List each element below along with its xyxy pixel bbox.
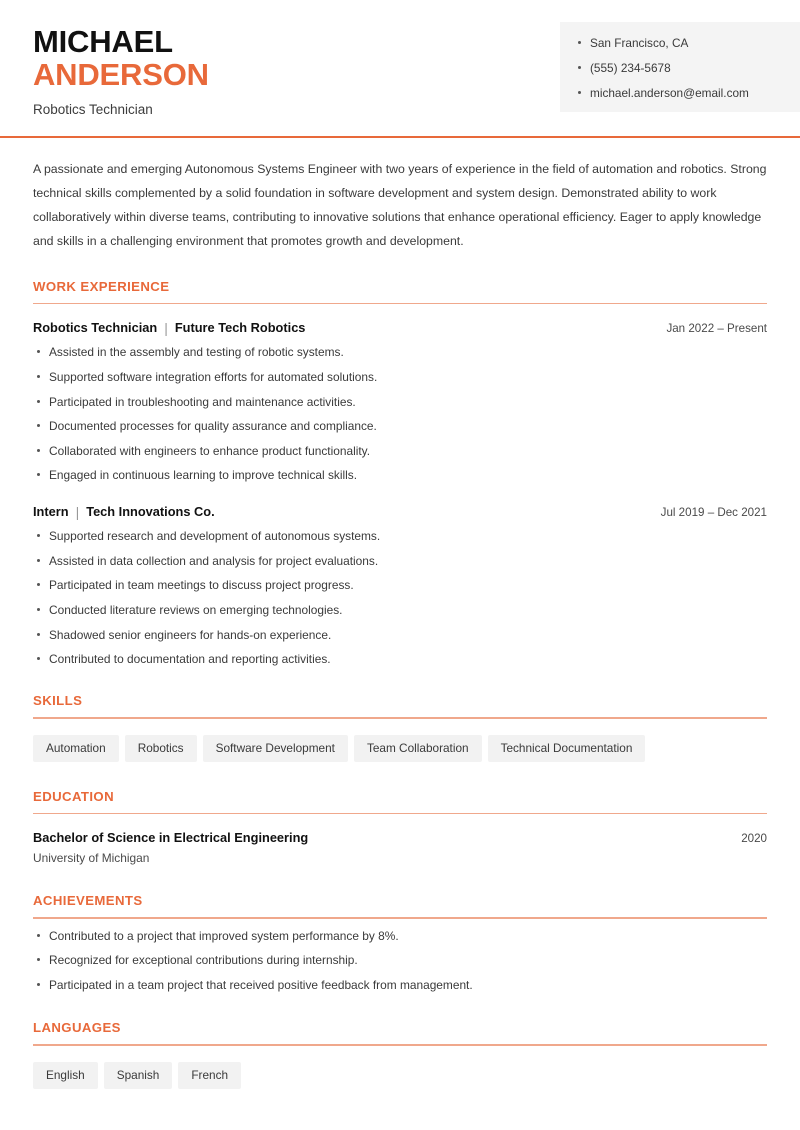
list-item: Supported research and development of autonomous systems. (33, 528, 767, 544)
resume-header (0, 0, 800, 117)
job-title: Robotics Technician (33, 101, 153, 117)
work-entry-head (33, 504, 767, 519)
contact-email[interactable]: michael.anderson@email.com (576, 86, 784, 100)
skill-chip: Automation (33, 735, 119, 762)
section-title-education: EDUCATION (33, 788, 115, 804)
section-title-languages: LANGUAGES (33, 1020, 121, 1036)
list-item: Contributed to documentation and reporting activities. (33, 651, 767, 667)
list-item: Collaborated with engineers to enhance product functionality. (33, 443, 767, 459)
last-name: ANDERSON (33, 57, 209, 93)
work-company: Future Tech Robotics (174, 320, 306, 336)
language-chip: French (178, 1062, 241, 1089)
skill-chip: Software Development (203, 735, 348, 762)
first-name: MICHAEL (33, 24, 173, 59)
section-divider (33, 1044, 767, 1046)
work-entry-title (33, 320, 305, 335)
work-date-range: Jan 2022 – Present (666, 322, 767, 336)
section-languages (33, 1020, 767, 1089)
skill-chip: Technical Documentation (488, 735, 646, 762)
skills-chip-list (33, 735, 767, 762)
education-entry (33, 830, 767, 865)
section-divider (33, 303, 767, 305)
section-skills (33, 693, 767, 762)
work-entry (33, 320, 767, 483)
contact-list (576, 36, 784, 100)
section-divider (33, 717, 767, 719)
list-item: Recognized for exceptional contributions during internship. (33, 952, 767, 968)
languages-chip-list (33, 1062, 767, 1089)
list-item: Participated in a team project that received positive feedback from management. (33, 977, 767, 993)
section-divider (33, 813, 767, 815)
header-divider (0, 136, 800, 138)
achievements-list (33, 928, 767, 993)
contact-box (560, 22, 800, 112)
education-year: 2020 (741, 832, 767, 846)
skill-chip: Robotics (125, 735, 197, 762)
education-entry-head (33, 830, 767, 845)
list-item: Conducted literature reviews on emerging technologies. (33, 602, 767, 618)
identity-block (33, 22, 209, 117)
list-item: Supported software integration efforts for automated solutions. (33, 369, 767, 385)
resume-content (0, 158, 800, 1089)
professional-summary: A passionate and emerging Autonomous Systems Engineer with two years of experience in the field of automation and robotics. Strong technical skills complemented by a solid foundation in software development and system design. Demonstrated ability to work collaboratively within diverse teams, contributing to innovative solutions that enhance operational efficiency. Eager to apply knowledge and skills in a challenging environment that promotes growth and development. (33, 161, 767, 248)
section-divider (33, 917, 767, 919)
contact-phone[interactable]: (555) 234-5678 (576, 61, 784, 75)
work-entry (33, 504, 767, 667)
list-item: Engaged in continuous learning to improve technical skills. (33, 467, 767, 483)
list-item: Participated in team meetings to discuss project progress. (33, 577, 767, 593)
work-role: Robotics Technician (33, 320, 158, 336)
section-title-work: WORK EXPERIENCE (33, 278, 170, 294)
section-education (33, 789, 767, 866)
work-company: Tech Innovations Co. (86, 504, 215, 520)
list-item: Contributed to a project that improved system performance by 8%. (33, 928, 767, 944)
pipe-separator-icon: | (75, 503, 80, 520)
list-item: Assisted in the assembly and testing of robotic systems. (33, 344, 767, 360)
list-item: Documented processes for quality assurance and compliance. (33, 418, 767, 434)
language-chip: English (33, 1062, 98, 1089)
section-title-skills: SKILLS (33, 693, 83, 709)
work-bullet-list (33, 528, 767, 667)
section-title-achievements: ACHIEVEMENTS (33, 893, 143, 909)
work-date-range: Jul 2019 – Dec 2021 (660, 506, 767, 520)
work-role: Intern (33, 504, 69, 520)
work-entry-title (33, 504, 215, 519)
work-bullet-list (33, 344, 767, 483)
section-achievements (33, 893, 767, 993)
list-item: Shadowed senior engineers for hands-on experience. (33, 627, 767, 643)
list-item: Participated in troubleshooting and maintenance activities. (33, 394, 767, 410)
list-item: Assisted in data collection and analysis for project evaluations. (33, 553, 767, 569)
pipe-separator-icon: | (164, 319, 168, 336)
contact-location: San Francisco, CA (576, 36, 784, 50)
work-entry-head (33, 320, 767, 335)
language-chip: Spanish (104, 1062, 173, 1089)
skill-chip: Team Collaboration (354, 735, 482, 762)
education-degree: Bachelor of Science in Electrical Engineering (33, 830, 309, 846)
education-school: University of Michigan (33, 851, 150, 866)
section-work-experience (33, 279, 767, 667)
